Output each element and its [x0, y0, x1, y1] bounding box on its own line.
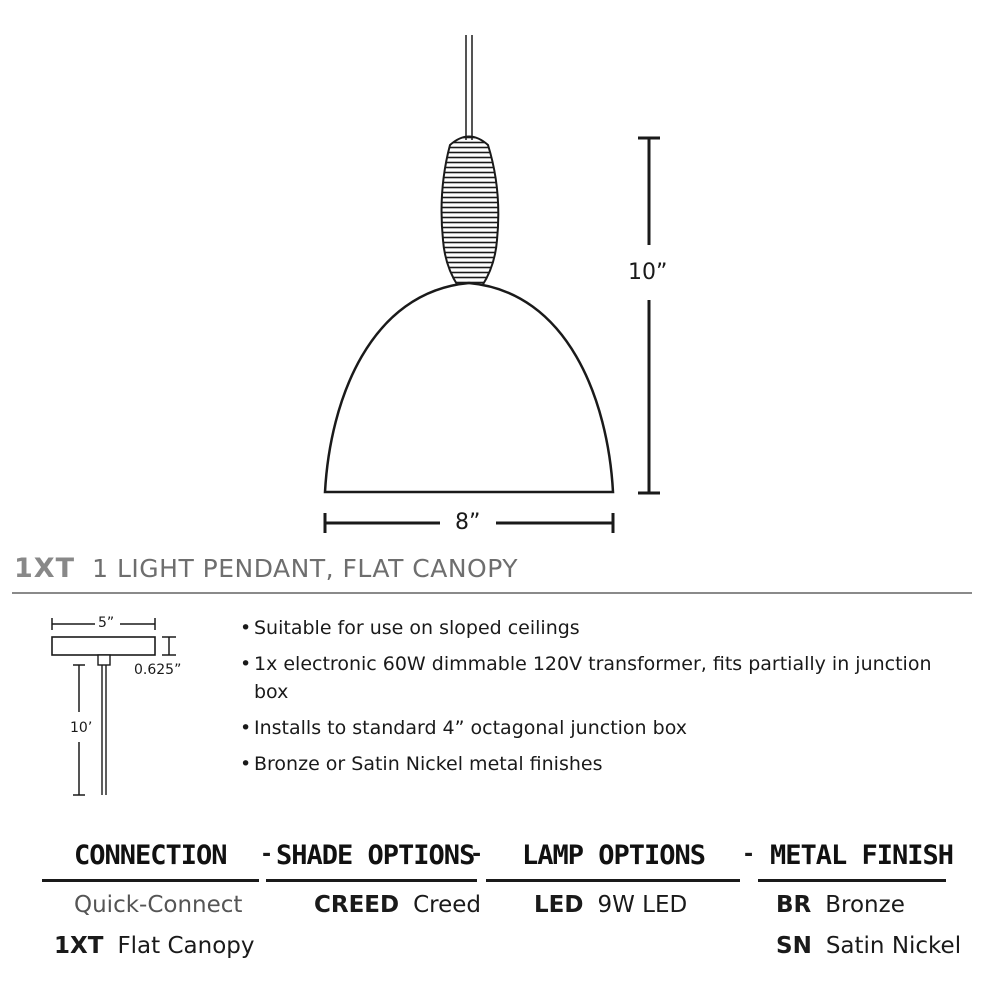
- canopy-width-label: 5”: [98, 615, 115, 631]
- connection-subheading: Quick-Connect: [74, 892, 243, 918]
- height-dimension-line: [638, 138, 660, 493]
- option-label: Flat Canopy: [117, 933, 255, 959]
- option-code: LED: [534, 892, 584, 918]
- option-label: 9W LED: [597, 892, 688, 918]
- lamp-option: [534, 892, 687, 918]
- option-label: Bronze: [825, 892, 905, 918]
- connection-option: [54, 933, 255, 959]
- option-label: Creed: [413, 892, 482, 918]
- title-divider: [12, 592, 972, 594]
- option-code: CREED: [314, 892, 400, 918]
- width-label: 8”: [455, 510, 481, 535]
- height-label: 10”: [628, 260, 668, 285]
- feature-item: • 1x electronic 60W dimmable 120V transformer, fits partially in junction box: [240, 650, 940, 706]
- shade-option: [314, 892, 481, 918]
- shade-options-header: SHADE OPTIONS: [276, 840, 475, 871]
- option-code: SN: [776, 933, 812, 959]
- option-label: Satin Nickel: [825, 933, 962, 959]
- lamp-rule: [486, 879, 740, 882]
- feature-item: • Installs to standard 4” octagonal junction box: [240, 714, 940, 742]
- product-name: 1 LIGHT PENDANT, FLAT CANOPY: [92, 554, 519, 583]
- option-code: BR: [776, 892, 812, 918]
- separator: -: [744, 842, 754, 867]
- ribbed-socket: [442, 137, 499, 287]
- product-code: 1XT: [14, 553, 76, 584]
- finish-option: [776, 933, 961, 959]
- connection-header: CONNECTION: [74, 840, 227, 871]
- finish-rule: [758, 879, 946, 882]
- metal-finish-header: METAL FINISH: [770, 840, 954, 871]
- shade-rule: [266, 879, 477, 882]
- canopy-diagram: [52, 618, 176, 795]
- option-code: 1XT: [54, 933, 104, 959]
- separator: -: [262, 842, 272, 867]
- cord-length-label: 10’: [70, 720, 93, 736]
- connection-rule: [42, 879, 259, 882]
- feature-list: [240, 614, 940, 786]
- feature-item: • Bronze or Satin Nickel metal finishes: [240, 750, 940, 778]
- finish-option: [776, 892, 905, 918]
- separator: -: [472, 842, 482, 867]
- pendant-shade: [325, 283, 613, 492]
- feature-item: • Suitable for use on sloped ceilings: [240, 614, 940, 642]
- product-title: [14, 553, 974, 593]
- lamp-options-header: LAMP OPTIONS: [522, 840, 706, 871]
- canopy-height-label: 0.625”: [134, 662, 182, 678]
